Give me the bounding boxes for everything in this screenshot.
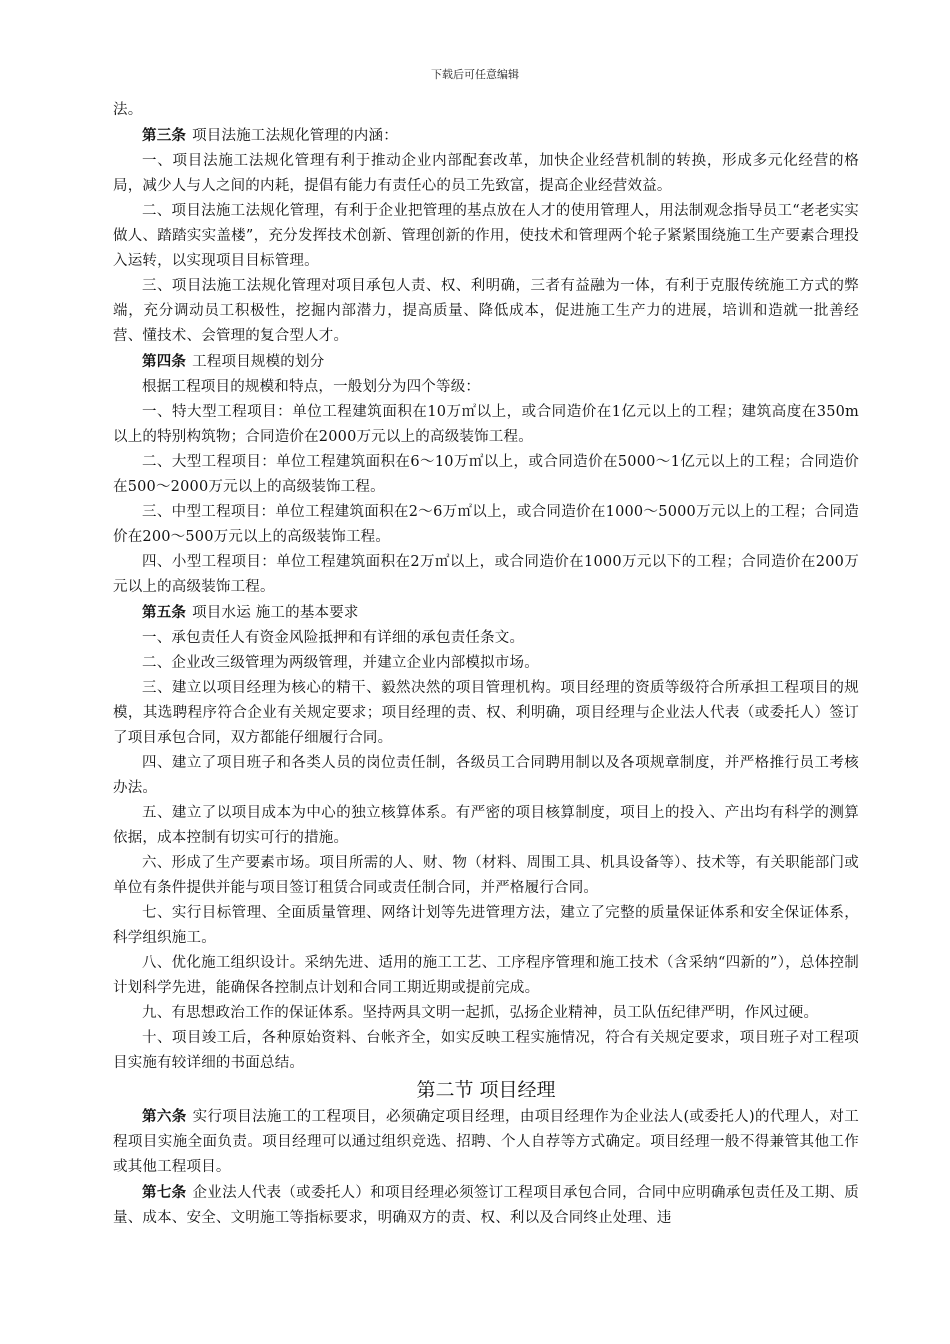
paragraph: 二、项目法施工法规化管理，有利于企业把管理的基点放在人才的使用管理人，用法制观念指导员工“老老实实做人、踏踏实实盖楼”，充分发挥技术创新、管理创新的作用，使技术和管理两个轮子紧紧围绕施工生产要素合理投入运转，以实现项目目标管理。	[113, 203, 859, 269]
article-paragraph	[113, 1180, 859, 1231]
paragraph: 五、建立了以项目成本为中心的独立核算体系。有严密的项目核算制度，项目上的投入、产出均有科学的测算依据，成本控制有切实可行的措施。	[113, 805, 859, 846]
article-text: 企业法人代表（或委托人）和项目经理必须签订工程项目承包合同，合同中应明确承包责任及工期、质量、成本、安全、文明施工等指标要求，明确双方的责、权、利以及合同终止处理、违	[113, 1185, 859, 1226]
article-text: 项目水运 施工的基本要求	[192, 605, 359, 621]
article-label: 第三条	[142, 127, 187, 144]
page-header: 下载后可任意编辑	[431, 68, 519, 81]
paragraph: 九、有思想政治工作的保证体系。坚持两具文明一起抓，弘扬企业精神，员工队伍纪律严明，作风过硬。	[142, 1005, 819, 1021]
article-label: 第七条	[142, 1184, 187, 1201]
article-paragraph	[113, 349, 859, 375]
paragraph: 七、实行目标管理、全面质量管理、网络计划等先进管理方法，建立了完整的质量保证体系和安全保证体系，科学组织施工。	[113, 905, 859, 946]
article-label: 第四条	[142, 353, 187, 370]
article-text: 工程项目规模的划分	[192, 354, 325, 370]
article-label: 第六条	[142, 1108, 187, 1125]
article-label: 第五条	[142, 604, 187, 621]
paragraph: 二、大型工程项目：单位工程建筑面积在6～10万㎡以上，或合同造价在5000～1亿元以上的工程；合同造价在500～2000万元以上的高级装饰工程。	[113, 454, 859, 495]
paragraph: 八、优化施工组织设计。采纳先进、适用的施工工艺、工序程序管理和施工技术（含采纳“四新的”），总体控制计划科学先进，能确保各控制点计划和合同工期近期或提前完成。	[113, 955, 859, 996]
paragraph: 法。	[113, 102, 143, 118]
paragraph: 十、项目竣工后，各种原始资料、台帐齐全，如实反映工程实施情况，符合有关规定要求，项目班子对工程项目实施有较详细的书面总结。	[113, 1030, 859, 1071]
paragraph: 六、形成了生产要素市场。项目所需的人、财、物（材料、周围工具、机具设备等）、技术等，有关职能部门或单位有条件提供并能与项目签订租赁合同或责任制合同，并严格履行合同。	[113, 855, 859, 896]
paragraph: 三、项目法施工法规化管理对项目承包人责、权、利明确，三者有益融为一体，有利于克服传统施工方式的弊端，充分调动员工积极性，挖掘内部潜力，提高质量、降低成本，促进施工生产力的进展，培训和造就一批善经营、懂技术、会管理的复合型人才。	[113, 278, 859, 344]
paragraph: 三、建立以项目经理为核心的精干、毅然决然的项目管理机构。项目经理的资质等级符合所承担工程项目的规模，其选聘程序符合企业有关规定要求；项目经理的责、权、利明确，项目经理与企业法人代表（或委托人）签订了项目承包合同，双方都能仔细履行合同。	[113, 680, 859, 746]
article-paragraph	[113, 123, 859, 149]
paragraph: 二、企业改三级管理为两级管理，并建立企业内部模拟市场。	[142, 655, 539, 671]
paragraph: 一、项目法施工法规化管理有利于推动企业内部配套改革，加快企业经营机制的转换，形成多元化经营的格局，减少人与人之间的内耗，提倡有能力有责任心的员工先致富，提高企业经营效益。	[113, 153, 859, 194]
paragraph: 一、特大型工程项目：单位工程建筑面积在10万㎡以上，或合同造价在1亿元以上的工程；建筑高度在350m以上的特别构筑物；合同造价在2000万元以上的高级装饰工程。	[113, 404, 859, 445]
paragraph: 四、建立了项目班子和各类人员的岗位责任制，各级员工合同聘用制以及各项规章制度，并严格推行员工考核办法。	[113, 755, 859, 796]
section-heading: 第二节 项目经理	[416, 1079, 556, 1101]
article-paragraph	[113, 600, 859, 626]
article-text: 实行项目法施工的工程项目，必须确定项目经理，由项目经理作为企业法人(或委托人)的代理人，对工程项目实施全面负责。项目经理可以通过组织竞选、招聘、个人自荐等方式确定。项目经理一般不得兼管其他工作或其他工程项目。	[113, 1109, 859, 1175]
paragraph: 根据工程项目的规模和特点，一般划分为四个等级：	[142, 379, 481, 395]
document-body	[113, 98, 859, 1231]
paragraph: 三、中型工程项目：单位工程建筑面积在2～6万㎡以上，或合同造价在1000～5000万元以上的工程；合同造价在200～500万元以上的高级装饰工程。	[113, 504, 859, 545]
paragraph: 一、承包责任人有资金风险抵押和有详细的承包责任条文。	[142, 630, 525, 646]
paragraph: 四、小型工程项目：单位工程建筑面积在2万㎡以上，或合同造价在1000万元以下的工程；合同造价在200万元以上的高级装饰工程。	[113, 554, 859, 595]
article-text: 项目法施工法规化管理的内涵：	[192, 128, 398, 144]
article-paragraph	[113, 1104, 859, 1180]
